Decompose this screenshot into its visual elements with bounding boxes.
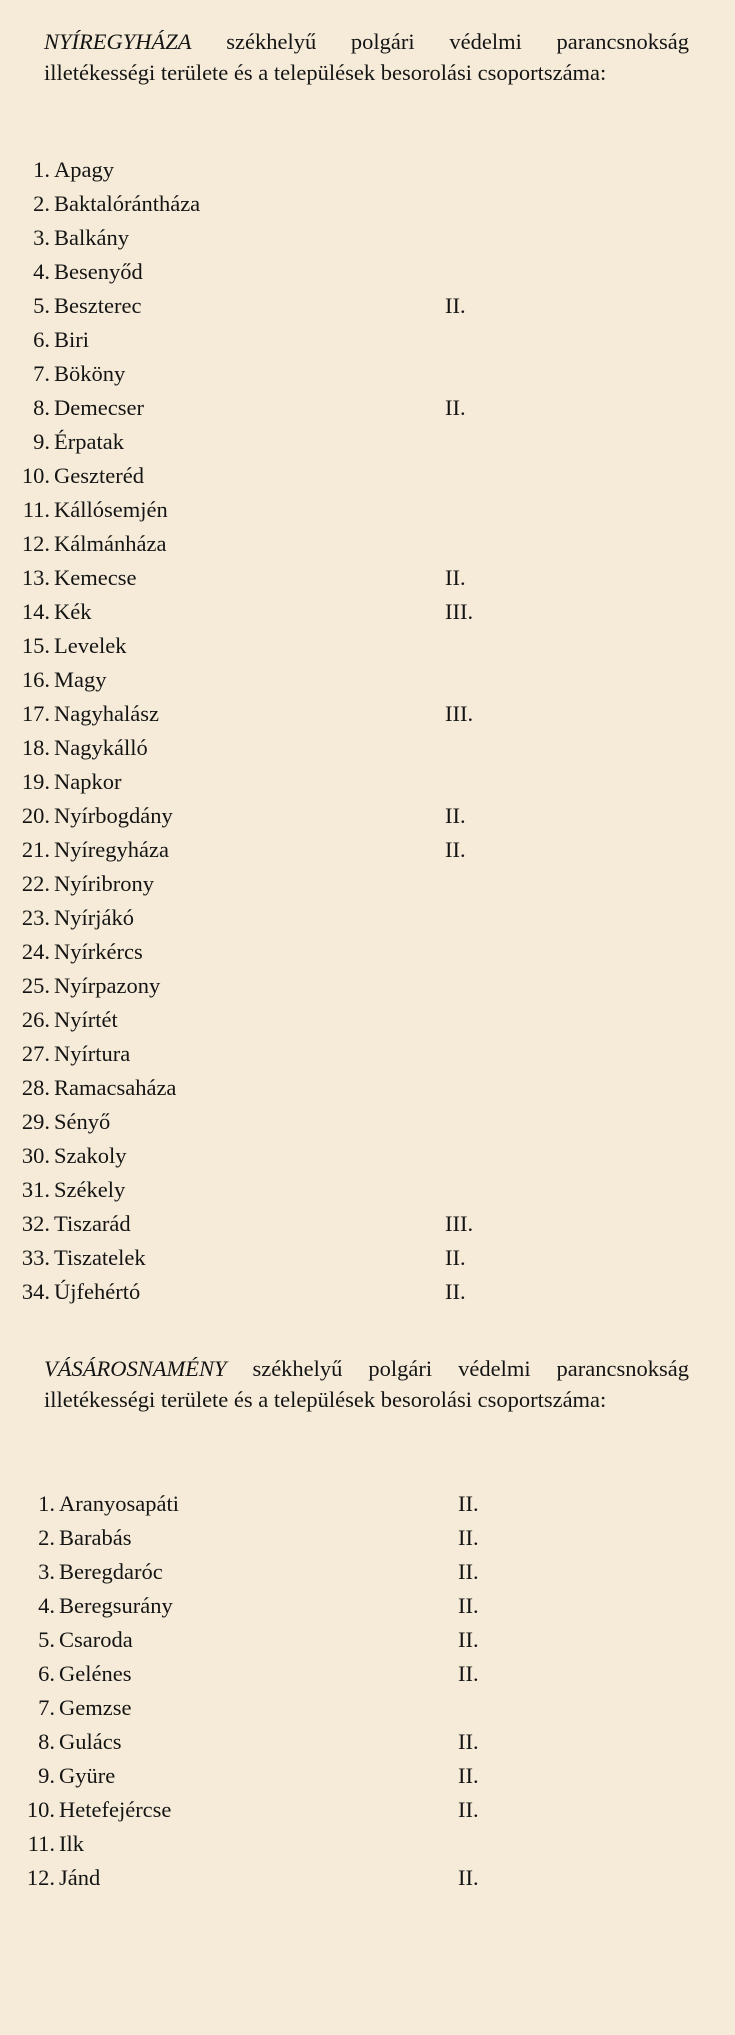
list-item [10,833,510,867]
section-2-list [15,1487,515,1895]
list-item [15,1589,515,1623]
list-item [10,153,510,187]
list-item [10,187,510,221]
settlement-name: Gemzse [59,1695,132,1720]
item-number: 8. [33,395,50,420]
section-2-intro [44,1353,689,1415]
list-item [10,629,510,663]
item-number: 12. [26,1865,55,1890]
group-number: II. [458,1593,479,1618]
item-number: 6. [38,1661,55,1686]
group-number: II. [458,1729,479,1754]
item-number: 4. [33,259,50,284]
list-item [10,765,510,799]
item-number: 13. [21,565,50,590]
list-item [10,969,510,1003]
settlement-name: Nyíribrony [54,871,154,896]
section-1-intro [44,26,689,88]
group-number: II. [458,1491,479,1516]
list-item [15,1487,515,1521]
list-item [10,1037,510,1071]
item-number: 7. [38,1695,55,1720]
group-number: II. [445,837,466,862]
settlement-name: Napkor [54,769,122,794]
list-item [10,595,510,629]
settlement-name: Beregsurány [59,1593,173,1618]
list-item [15,1657,515,1691]
item-number: 11. [22,497,50,522]
item-number: 5. [38,1627,55,1652]
list-item [10,901,510,935]
list-item [10,731,510,765]
settlement-name: Barabás [59,1525,132,1550]
list-item [10,1275,510,1309]
section-2-intro-text: székhelyű polgári védelmi parancsnokság illetékességi területe és a települések besorolási csoportszáma: [44,1356,689,1412]
item-number: 26. [21,1007,50,1032]
group-number: II. [445,395,466,420]
item-number: 31. [21,1177,50,1202]
settlement-name: Nagyhalász [54,701,159,726]
item-number: 7. [33,361,50,386]
section-1-list [10,153,510,1309]
list-item [15,1623,515,1657]
item-number: 12. [21,531,50,556]
item-number: 21. [21,837,50,862]
settlement-name: Érpatak [54,429,124,454]
settlement-name: Nyírtét [54,1007,118,1032]
settlement-name: Tiszatelek [54,1245,146,1270]
settlement-name: Beregdaróc [59,1559,163,1584]
item-number: 6. [33,327,50,352]
item-number: 11. [27,1831,55,1856]
list-item [10,391,510,425]
item-number: 32. [21,1211,50,1236]
settlement-name: Besenyőd [54,259,143,284]
settlement-name: Kék [54,599,92,624]
item-number: 2. [38,1525,55,1550]
settlement-name: Jánd [59,1865,101,1890]
item-number: 22. [21,871,50,896]
settlement-name: Geszteréd [54,463,144,488]
list-item [10,697,510,731]
settlement-name: Nyíregyháza [54,837,169,862]
item-number: 3. [33,225,50,250]
group-number: III. [445,599,474,624]
settlement-name: Gyüre [59,1763,116,1788]
list-item [15,1521,515,1555]
settlement-name: Apagy [54,157,114,182]
settlement-name: Székely [54,1177,126,1202]
settlement-name: Nyírtura [54,1041,131,1066]
settlement-name: Beszterec [54,293,142,318]
list-item [15,1861,515,1895]
list-item [15,1827,515,1861]
list-item [10,527,510,561]
list-item [10,663,510,697]
settlement-name: Újfehértó [54,1279,141,1304]
group-number: II. [445,1279,466,1304]
list-item [10,493,510,527]
list-item [10,561,510,595]
list-item [15,1555,515,1589]
list-item [10,867,510,901]
settlement-name: Gulács [59,1729,122,1754]
list-item [10,1105,510,1139]
list-item [10,799,510,833]
group-number: III. [445,1211,474,1236]
list-item [10,357,510,391]
group-number: II. [445,565,466,590]
settlement-name: Sényő [54,1109,111,1134]
item-number: 9. [38,1763,55,1788]
group-number: III. [445,701,474,726]
item-number: 27. [21,1041,50,1066]
settlement-name: Szakoly [54,1143,127,1168]
list-item [10,221,510,255]
list-item [10,425,510,459]
list-item [15,1793,515,1827]
list-item [10,1173,510,1207]
settlement-name: Kállósemjén [54,497,168,522]
section-1-intro-text: székhelyű polgári védelmi parancsnokság illetékességi területe és a települések besorolási csoportszáma: [44,29,689,85]
item-number: 29. [21,1109,50,1134]
settlement-name: Magy [54,667,107,692]
settlement-name: Gelénes [59,1661,132,1686]
item-number: 20. [21,803,50,828]
settlement-name: Nyírjákó [54,905,134,930]
item-number: 15. [21,633,50,658]
item-number: 10. [21,463,50,488]
settlement-name: Nagykálló [54,735,148,760]
settlement-name: Nyírpazony [54,973,161,998]
settlement-name: Bököny [54,361,126,386]
settlement-name: Hetefejércse [59,1797,172,1822]
settlement-name: Baktalórántháza [54,191,201,216]
group-number: II. [458,1865,479,1890]
item-number: 30. [21,1143,50,1168]
list-item [10,1241,510,1275]
list-item [15,1691,515,1725]
item-number: 9. [33,429,50,454]
section-1-city: NYÍREGYHÁZA [44,29,192,54]
item-number: 34. [21,1279,50,1304]
item-number: 18. [21,735,50,760]
settlement-name: Kemecse [54,565,137,590]
item-number: 25. [21,973,50,998]
settlement-name: Aranyosapáti [59,1491,179,1516]
item-number: 33. [21,1245,50,1270]
item-number: 23. [21,905,50,930]
settlement-name: Kálmánháza [54,531,167,556]
group-number: II. [458,1559,479,1584]
item-number: 2. [33,191,50,216]
settlement-name: Nyírbogdány [54,803,173,828]
section-2-city: VÁSÁROSNAMÉNY [44,1356,227,1381]
settlement-name: Csaroda [59,1627,133,1652]
group-number: II. [458,1661,479,1686]
item-number: 1. [38,1491,55,1516]
list-item [10,935,510,969]
item-number: 24. [21,939,50,964]
item-number: 14. [21,599,50,624]
list-item [10,1003,510,1037]
list-item [10,459,510,493]
settlement-name: Ilk [59,1831,84,1856]
group-number: II. [445,1245,466,1270]
settlement-name: Ramacsaháza [54,1075,177,1100]
list-item [10,1207,510,1241]
list-item [10,255,510,289]
settlement-name: Levelek [54,633,127,658]
list-item [15,1725,515,1759]
item-number: 19. [21,769,50,794]
settlement-name: Nyírkércs [54,939,143,964]
list-item [10,289,510,323]
settlement-name: Demecser [54,395,144,420]
group-number: II. [458,1797,479,1822]
item-number: 1. [33,157,50,182]
item-number: 28. [21,1075,50,1100]
item-number: 5. [33,293,50,318]
group-number: II. [458,1627,479,1652]
group-number: II. [445,803,466,828]
settlement-name: Biri [54,327,90,352]
item-number: 10. [26,1797,55,1822]
settlement-name: Tiszarád [54,1211,131,1236]
item-number: 17. [21,701,50,726]
list-item [10,1139,510,1173]
list-item [15,1759,515,1793]
item-number: 16. [21,667,50,692]
item-number: 4. [38,1593,55,1618]
group-number: II. [445,293,466,318]
group-number: II. [458,1763,479,1788]
item-number: 3. [38,1559,55,1584]
list-item [10,323,510,357]
group-number: II. [458,1525,479,1550]
settlement-name: Balkány [54,225,129,250]
list-item [10,1071,510,1105]
item-number: 8. [38,1729,55,1754]
